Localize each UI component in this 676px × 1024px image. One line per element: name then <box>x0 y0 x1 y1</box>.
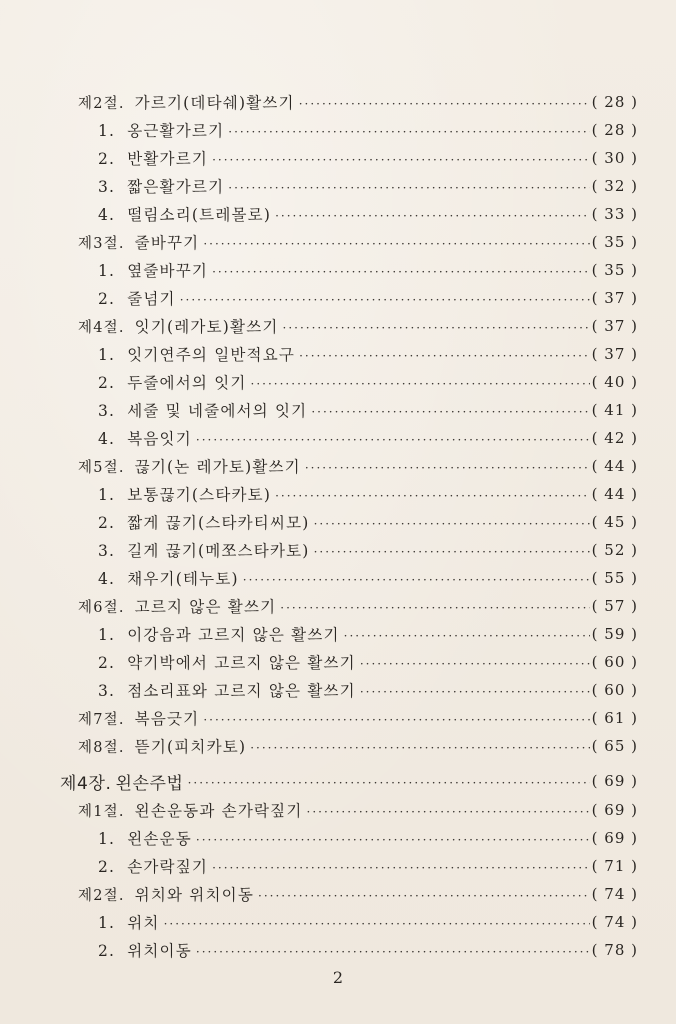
toc-entry-title: 약기박에서 고르지 않은 활쓰기 <box>127 654 356 672</box>
toc-entry-title: 복음잇기 <box>127 430 192 448</box>
toc-entry-label <box>98 827 194 849</box>
toc-entry-title: 끊기(논 레가토)활쓰기 <box>134 458 301 476</box>
dot-leader <box>196 945 590 959</box>
dot-leader <box>203 713 589 727</box>
toc-entry-number: 4. <box>98 570 116 588</box>
toc-entry-page: ( 40 ) <box>591 373 638 391</box>
toc-item <box>0 536 676 564</box>
dot-leader <box>196 833 590 847</box>
toc-entry-page: ( 41 ) <box>591 401 638 419</box>
dot-leader <box>275 209 590 223</box>
toc-entry-title: 왼손운동 <box>127 830 192 848</box>
toc-entry-label <box>98 427 194 449</box>
toc-entry-page: ( 69 ) <box>591 829 638 847</box>
toc-entry-number: 제7절. <box>78 712 125 728</box>
dot-leader <box>280 601 589 615</box>
toc-entry-page: ( 37 ) <box>591 317 638 335</box>
toc-entry-title: 왼손주법 <box>115 773 184 794</box>
dot-leader <box>275 489 590 503</box>
toc-entry-number: 4. <box>98 206 116 224</box>
toc-entry-number: 2. <box>98 290 116 308</box>
toc-entry-page: ( 65 ) <box>591 737 638 755</box>
toc-entry-label <box>98 119 226 141</box>
dot-leader <box>314 517 590 531</box>
toc-entry-title: 고르지 않은 활쓰기 <box>134 598 277 616</box>
toc-entry-label <box>78 315 281 337</box>
dot-leader <box>196 433 590 447</box>
toc-entry-number: 4. <box>98 430 116 448</box>
dot-leader <box>299 349 590 363</box>
toc-item <box>0 908 676 936</box>
toc-entry-page: ( 35 ) <box>591 233 638 251</box>
dot-leader <box>311 405 589 419</box>
toc-entry-label <box>78 735 248 757</box>
toc-entry-number: 제5절. <box>78 460 125 476</box>
toc-entry-label <box>98 679 358 701</box>
toc-entry-title: 뜯기(피치카토) <box>134 738 247 756</box>
toc-entry-label <box>98 343 297 365</box>
toc-entry-title: 짧게 끊기(스타카티씨모) <box>127 514 310 532</box>
toc-item <box>0 284 676 312</box>
toc-entry-title: 떨림소리(트레몰로) <box>127 206 272 224</box>
toc-section <box>0 312 676 340</box>
toc-section <box>0 796 676 824</box>
dot-leader <box>212 153 590 167</box>
toc-entry-page: ( 55 ) <box>591 569 638 587</box>
dot-leader <box>203 237 589 251</box>
toc-section <box>0 592 676 620</box>
toc-entry-label <box>98 259 210 281</box>
toc-entry-label <box>98 911 162 933</box>
toc-entry-label <box>98 371 249 393</box>
toc-entry-number: 3. <box>98 402 116 420</box>
toc-entry-number: 제2절. <box>78 888 125 904</box>
toc-entry-page: ( 44 ) <box>591 457 638 475</box>
toc-entry-page: ( 52 ) <box>591 541 638 559</box>
toc-section <box>0 228 676 256</box>
dot-leader <box>243 573 590 587</box>
toc-entry-title: 복음긋기 <box>134 710 200 728</box>
dot-leader <box>250 741 589 755</box>
toc-entry-page: ( 57 ) <box>591 597 638 615</box>
toc-entry-number: 제4장. <box>60 773 112 794</box>
toc-entry-title: 손가락짚기 <box>127 858 209 876</box>
dot-leader <box>251 377 590 391</box>
dot-leader <box>164 917 590 931</box>
toc-entry-page: ( 30 ) <box>591 149 638 167</box>
page-number: 2 <box>332 968 344 987</box>
toc-section <box>0 88 676 116</box>
toc-entry-page: ( 74 ) <box>591 885 638 903</box>
toc-entry-number: 1. <box>98 346 116 364</box>
toc-entry-number: 1. <box>98 262 116 280</box>
toc-entry-number: 제8절. <box>78 740 125 756</box>
toc-entry-label <box>98 939 194 961</box>
toc-entry-title: 옆줄바꾸기 <box>127 262 209 280</box>
toc-entry-label <box>78 799 305 821</box>
toc-entry-title: 옹근활가르기 <box>127 122 225 140</box>
toc-entry-number: 1. <box>98 626 116 644</box>
dot-leader <box>188 776 590 790</box>
toc-entry-number: 2. <box>98 514 116 532</box>
toc-entry-number: 제2절. <box>78 96 125 112</box>
dot-leader <box>212 265 590 279</box>
toc-item <box>0 172 676 200</box>
toc-entry-label <box>78 455 303 477</box>
toc-entry-page: ( 61 ) <box>591 709 638 727</box>
toc-entry-page: ( 69 ) <box>591 772 638 790</box>
toc-entry-number: 2. <box>98 858 116 876</box>
toc-entry-page: ( 35 ) <box>591 261 638 279</box>
table-of-contents <box>0 88 676 964</box>
toc-entry-number: 제4절. <box>78 320 125 336</box>
toc-entry-label <box>78 595 278 617</box>
toc-section <box>0 732 676 760</box>
toc-item <box>0 396 676 424</box>
toc-entry-title: 잇기(레가토)활쓰기 <box>134 318 279 336</box>
toc-entry-page: ( 37 ) <box>591 289 638 307</box>
toc-entry-page: ( 60 ) <box>591 681 638 699</box>
toc-entry-page: ( 28 ) <box>591 121 638 139</box>
toc-entry-number: 제3절. <box>78 236 125 252</box>
toc-entry-number: 2. <box>98 150 116 168</box>
toc-entry-number: 2. <box>98 374 116 392</box>
toc-entry-number: 1. <box>98 486 116 504</box>
toc-entry-page: ( 32 ) <box>591 177 638 195</box>
toc-entry-title: 반활가르기 <box>127 150 209 168</box>
toc-entry-title: 왼손운동과 손가락짚기 <box>134 802 303 820</box>
toc-entry-title: 길게 끊기(메쪼스타카토) <box>127 542 310 560</box>
dot-leader <box>212 861 590 875</box>
toc-entry-title: 이강음과 고르지 않은 활쓰기 <box>127 626 340 644</box>
dot-leader <box>228 181 589 195</box>
toc-entry-title: 세줄 및 네줄에서의 잇기 <box>127 402 308 420</box>
toc-entry-title: 잇기연주의 일반적요구 <box>127 346 296 364</box>
toc-entry-number: 제1절. <box>78 804 125 820</box>
toc-entry-page: ( 74 ) <box>591 913 638 931</box>
toc-item <box>0 480 676 508</box>
toc-entry-label <box>78 231 201 253</box>
dot-leader <box>307 805 590 819</box>
toc-item <box>0 116 676 144</box>
toc-entry-label <box>98 483 273 505</box>
toc-entry-page: ( 69 ) <box>591 801 638 819</box>
dot-leader <box>258 889 590 903</box>
dot-leader <box>180 293 590 307</box>
toc-entry-label <box>98 651 358 673</box>
dot-leader <box>360 685 590 699</box>
toc-entry-title: 위치 <box>127 914 160 932</box>
toc-section <box>0 704 676 732</box>
toc-section <box>0 452 676 480</box>
toc-entry-page: ( 78 ) <box>591 941 638 959</box>
toc-entry-number: 2. <box>98 654 116 672</box>
toc-entry-page: ( 37 ) <box>591 345 638 363</box>
toc-entry-title: 줄넘기 <box>127 290 176 308</box>
toc-entry-label <box>78 883 256 905</box>
toc-entry-page: ( 45 ) <box>591 513 638 531</box>
toc-item <box>0 620 676 648</box>
toc-entry-page: ( 60 ) <box>591 653 638 671</box>
toc-entry-number: 3. <box>98 682 116 700</box>
toc-entry-number: 1. <box>98 830 116 848</box>
dot-leader <box>299 97 590 111</box>
dot-leader <box>305 461 590 475</box>
toc-entry-title: 줄바꾸기 <box>134 234 200 252</box>
toc-entry-title: 채우기(테누토) <box>127 570 239 588</box>
toc-entry-page: ( 33 ) <box>591 205 638 223</box>
toc-item <box>0 256 676 284</box>
toc-entry-page: ( 59 ) <box>591 625 638 643</box>
toc-entry-label <box>98 539 312 561</box>
toc-entry-number: 1. <box>98 914 116 932</box>
toc-entry-label <box>98 203 273 225</box>
toc-entry-number: 1. <box>98 122 116 140</box>
toc-entry-label <box>98 287 178 309</box>
toc-entry-title: 점소리표와 고르지 않은 활쓰기 <box>127 682 356 700</box>
toc-entry-label <box>78 91 297 113</box>
toc-entry-number: 제6절. <box>78 600 125 616</box>
toc-item <box>0 368 676 396</box>
toc-item <box>0 648 676 676</box>
toc-entry-page: ( 71 ) <box>591 857 638 875</box>
toc-entry-label <box>98 175 226 197</box>
toc-entry-title: 가르기(데타쉐)활쓰기 <box>134 94 295 112</box>
dot-leader <box>283 321 590 335</box>
toc-item <box>0 508 676 536</box>
dot-leader <box>228 125 589 139</box>
toc-entry-title: 위치이동 <box>127 942 192 960</box>
toc-entry-number: 3. <box>98 542 116 560</box>
toc-entry-title: 위치와 위치이동 <box>134 886 254 904</box>
toc-chapter <box>0 766 676 796</box>
toc-entry-label <box>98 511 312 533</box>
toc-entry-label <box>60 769 186 794</box>
toc-entry-title: 짧은활가르기 <box>127 178 225 196</box>
toc-item <box>0 424 676 452</box>
toc-entry-label <box>98 855 210 877</box>
toc-item <box>0 340 676 368</box>
toc-item <box>0 564 676 592</box>
toc-item <box>0 852 676 880</box>
toc-entry-label <box>98 399 309 421</box>
toc-item <box>0 676 676 704</box>
toc-entry-page: ( 44 ) <box>591 485 638 503</box>
toc-entry-page: ( 42 ) <box>591 429 638 447</box>
toc-entry-label <box>78 707 201 729</box>
toc-entry-label <box>98 567 241 589</box>
toc-item <box>0 824 676 852</box>
dot-leader <box>344 629 590 643</box>
dot-leader <box>314 545 590 559</box>
toc-entry-title: 보통끊기(스타카토) <box>127 486 272 504</box>
dot-leader <box>360 657 590 671</box>
toc-item <box>0 144 676 172</box>
toc-entry-label <box>98 147 210 169</box>
toc-entry-page: ( 28 ) <box>591 93 638 111</box>
toc-item <box>0 200 676 228</box>
toc-item <box>0 936 676 964</box>
toc-entry-title: 두줄에서의 잇기 <box>127 374 247 392</box>
toc-entry-label <box>98 623 342 645</box>
toc-section <box>0 880 676 908</box>
toc-entry-number: 2. <box>98 942 116 960</box>
toc-entry-number: 3. <box>98 178 116 196</box>
